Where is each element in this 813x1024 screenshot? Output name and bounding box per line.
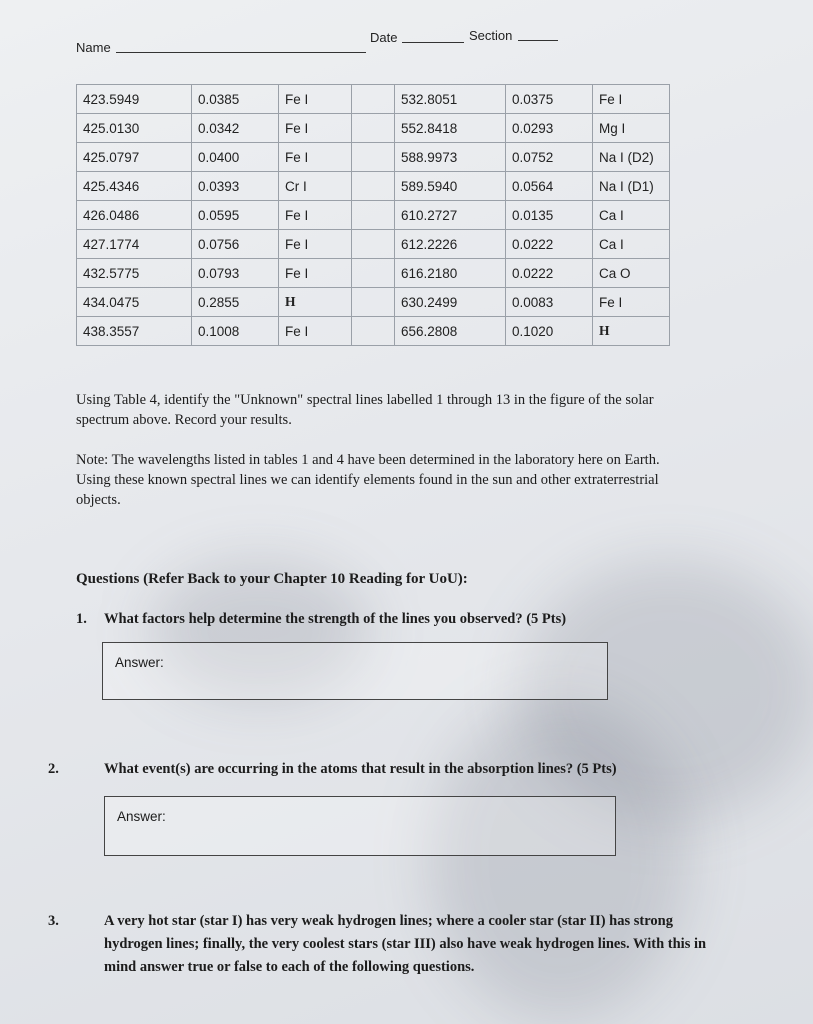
table-row xyxy=(77,172,670,201)
wavelength-cell: 427.1774 xyxy=(77,230,192,259)
intensity-cell: 0.0222 xyxy=(506,230,593,259)
table-row xyxy=(77,230,670,259)
table-row xyxy=(77,85,670,114)
wavelength-cell: 588.9973 xyxy=(395,143,506,172)
section-label: Section xyxy=(469,28,513,43)
spacer-cell xyxy=(352,201,395,230)
spacer-cell xyxy=(352,172,395,201)
intensity-cell: 0.0400 xyxy=(192,143,279,172)
element-cell: Fe I xyxy=(593,288,670,317)
wavelength-cell: 552.8418 xyxy=(395,114,506,143)
element-cell: Fe I xyxy=(279,114,352,143)
element-cell: Mg I xyxy=(593,114,670,143)
intensity-cell: 0.0595 xyxy=(192,201,279,230)
intensity-cell: 0.0342 xyxy=(192,114,279,143)
spacer-cell xyxy=(352,317,395,346)
element-cell: Fe I xyxy=(279,85,352,114)
question-1 xyxy=(76,608,696,630)
element-cell: Ca O xyxy=(593,259,670,288)
question-text: A very hot star (star I) has very weak hydrogen lines; where a cooler star (star II) has strong hydrogen lines; finally, the very coolest stars (star III) also have weak hydrogen lines. With this in mind answer true or false to each of the following questions. xyxy=(104,913,707,975)
intensity-cell: 0.1008 xyxy=(192,317,279,346)
intensity-cell: 0.0293 xyxy=(506,114,593,143)
table-row xyxy=(77,201,670,230)
name-label: Name xyxy=(76,40,111,55)
spacer-cell xyxy=(352,230,395,259)
element-cell: Cr I xyxy=(279,172,352,201)
intensity-cell: 0.0083 xyxy=(506,288,593,317)
intensity-cell: 0.0793 xyxy=(192,259,279,288)
question-2 xyxy=(48,758,704,780)
spacer-cell xyxy=(352,114,395,143)
intensity-cell: 0.0222 xyxy=(506,259,593,288)
answer-box-2[interactable] xyxy=(104,796,616,856)
element-cell: Na I (D1) xyxy=(593,172,670,201)
question-number: 2. xyxy=(48,761,59,777)
intensity-cell: 0.0385 xyxy=(192,85,279,114)
question-number: 3. xyxy=(48,913,59,929)
table-row xyxy=(77,288,670,317)
intensity-cell: 0.0393 xyxy=(192,172,279,201)
spacer-cell xyxy=(352,85,395,114)
date-label: Date xyxy=(370,30,398,45)
element-cell: Na I (D2) xyxy=(593,143,670,172)
wavelength-cell: 656.2808 xyxy=(395,317,506,346)
element-cell: Fe I xyxy=(593,85,670,114)
answer-box-1[interactable] xyxy=(102,642,608,700)
wavelength-cell: 612.2226 xyxy=(395,230,506,259)
intensity-cell: 0.2855 xyxy=(192,288,279,317)
wavelength-cell: 630.2499 xyxy=(395,288,506,317)
intensity-cell: 0.0756 xyxy=(192,230,279,259)
intensity-cell: 0.0564 xyxy=(506,172,593,201)
instruction-paragraph: Using Table 4, identify the "Unknown" spectral lines labelled 1 through 13 in the figure of the solar spectrum above. Record your results. xyxy=(76,392,654,428)
question-text: What event(s) are occurring in the atoms that result in the absorption lines? (5 Pts) xyxy=(104,761,617,777)
element-cell: H xyxy=(593,317,670,346)
wavelength-cell: 610.2727 xyxy=(395,201,506,230)
wavelength-cell: 434.0475 xyxy=(77,288,192,317)
element-cell: H xyxy=(279,288,352,317)
wavelength-cell: 616.2180 xyxy=(395,259,506,288)
questions-heading: Questions (Refer Back to your Chapter 10 Reading for UoU): xyxy=(76,571,468,587)
element-cell: Fe I xyxy=(279,201,352,230)
spacer-cell xyxy=(352,143,395,172)
question-number: 1. xyxy=(76,611,87,627)
element-cell: Fe I xyxy=(279,143,352,172)
wavelength-cell: 532.8051 xyxy=(395,85,506,114)
element-cell: Fe I xyxy=(279,230,352,259)
table-row xyxy=(77,143,670,172)
element-cell: Fe I xyxy=(279,317,352,346)
wavelength-cell: 425.4346 xyxy=(77,172,192,201)
intensity-cell: 0.1020 xyxy=(506,317,593,346)
intensity-cell: 0.0375 xyxy=(506,85,593,114)
note-paragraph: Note: The wavelengths listed in tables 1 and 4 have been determined in the laboratory here on Earth. Using these known spectral lines we can identify elements found in the sun and other extraterrestrial objects. xyxy=(76,452,660,508)
wavelength-cell: 425.0130 xyxy=(77,114,192,143)
table-row xyxy=(77,114,670,143)
intensity-cell: 0.0135 xyxy=(506,201,593,230)
question-3 xyxy=(48,910,716,979)
wavelength-cell: 423.5949 xyxy=(77,85,192,114)
spacer-cell xyxy=(352,288,395,317)
name-field[interactable] xyxy=(116,52,366,53)
answer-label: Answer: xyxy=(115,655,164,670)
table-row xyxy=(77,317,670,346)
element-cell: Ca I xyxy=(593,230,670,259)
wavelength-cell: 589.5940 xyxy=(395,172,506,201)
spectral-lines-table xyxy=(76,84,670,346)
spacer-cell xyxy=(352,259,395,288)
wavelength-cell: 438.3557 xyxy=(77,317,192,346)
table-row xyxy=(77,259,670,288)
date-field[interactable] xyxy=(402,42,464,43)
section-field[interactable] xyxy=(518,40,558,41)
element-cell: Fe I xyxy=(279,259,352,288)
wavelength-cell: 426.0486 xyxy=(77,201,192,230)
answer-label: Answer: xyxy=(117,809,166,824)
wavelength-cell: 425.0797 xyxy=(77,143,192,172)
element-cell: Ca I xyxy=(593,201,670,230)
question-text: What factors help determine the strength of the lines you observed? (5 Pts) xyxy=(104,611,567,627)
wavelength-cell: 432.5775 xyxy=(77,259,192,288)
intensity-cell: 0.0752 xyxy=(506,143,593,172)
